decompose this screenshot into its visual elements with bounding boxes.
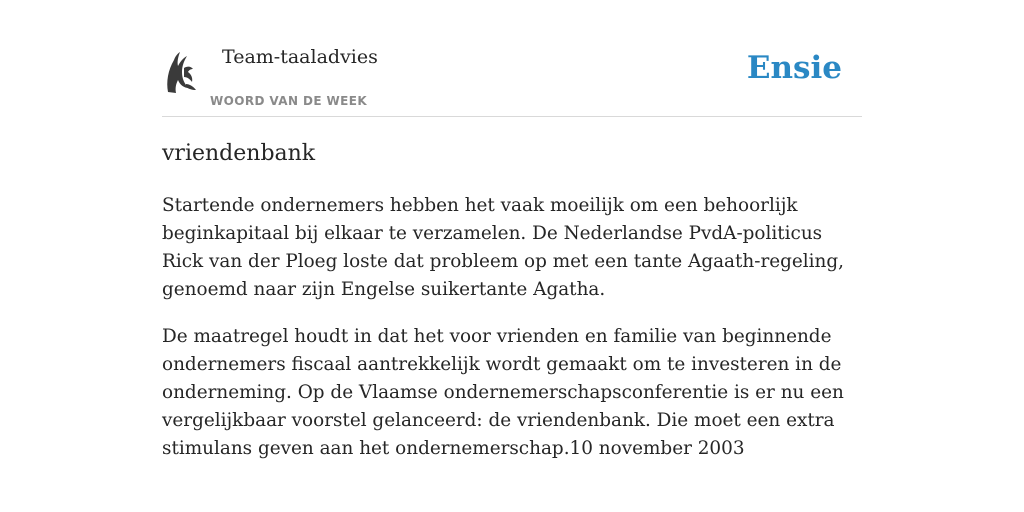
section-label: WOORD VAN DE WEEK [210,94,368,108]
brand-name[interactable]: Team-taaladvies [222,46,378,68]
article-body [162,192,862,482]
flemish-lion-icon [162,48,198,96]
page-title: vriendenbank [162,141,316,166]
site-logo[interactable]: Ensie [746,50,842,86]
paragraph-text: De maatregel houdt in dat het voor vrienden en familie van beginnende ondernemers fiscaal aantrekkelijk wordt gemaakt om te investeren in de onderneming. Op de Vlaamse ondernemerschapsconferentie is er nu een vergelijkbaar voorstel gelanceerd: de vriendenbank. Die moet een extra stimulans geven aan het ondernemerschap. [162,326,844,459]
paragraph: Startende ondernemers hebben het vaak moeilijk om een behoorlijk beginkapitaal bij elkaar te verzamelen. De Nederlandse PvdA-politicus Rick van der Ploeg loste dat probleem op met een tante Agaath-regeling, genoemd naar zijn Engelse suikertante Agatha. [162,195,845,300]
paragraph-with-date [162,323,862,463]
card-header [162,0,862,117]
word-card [162,0,862,512]
article-date: 10 november 2003 [569,438,745,459]
